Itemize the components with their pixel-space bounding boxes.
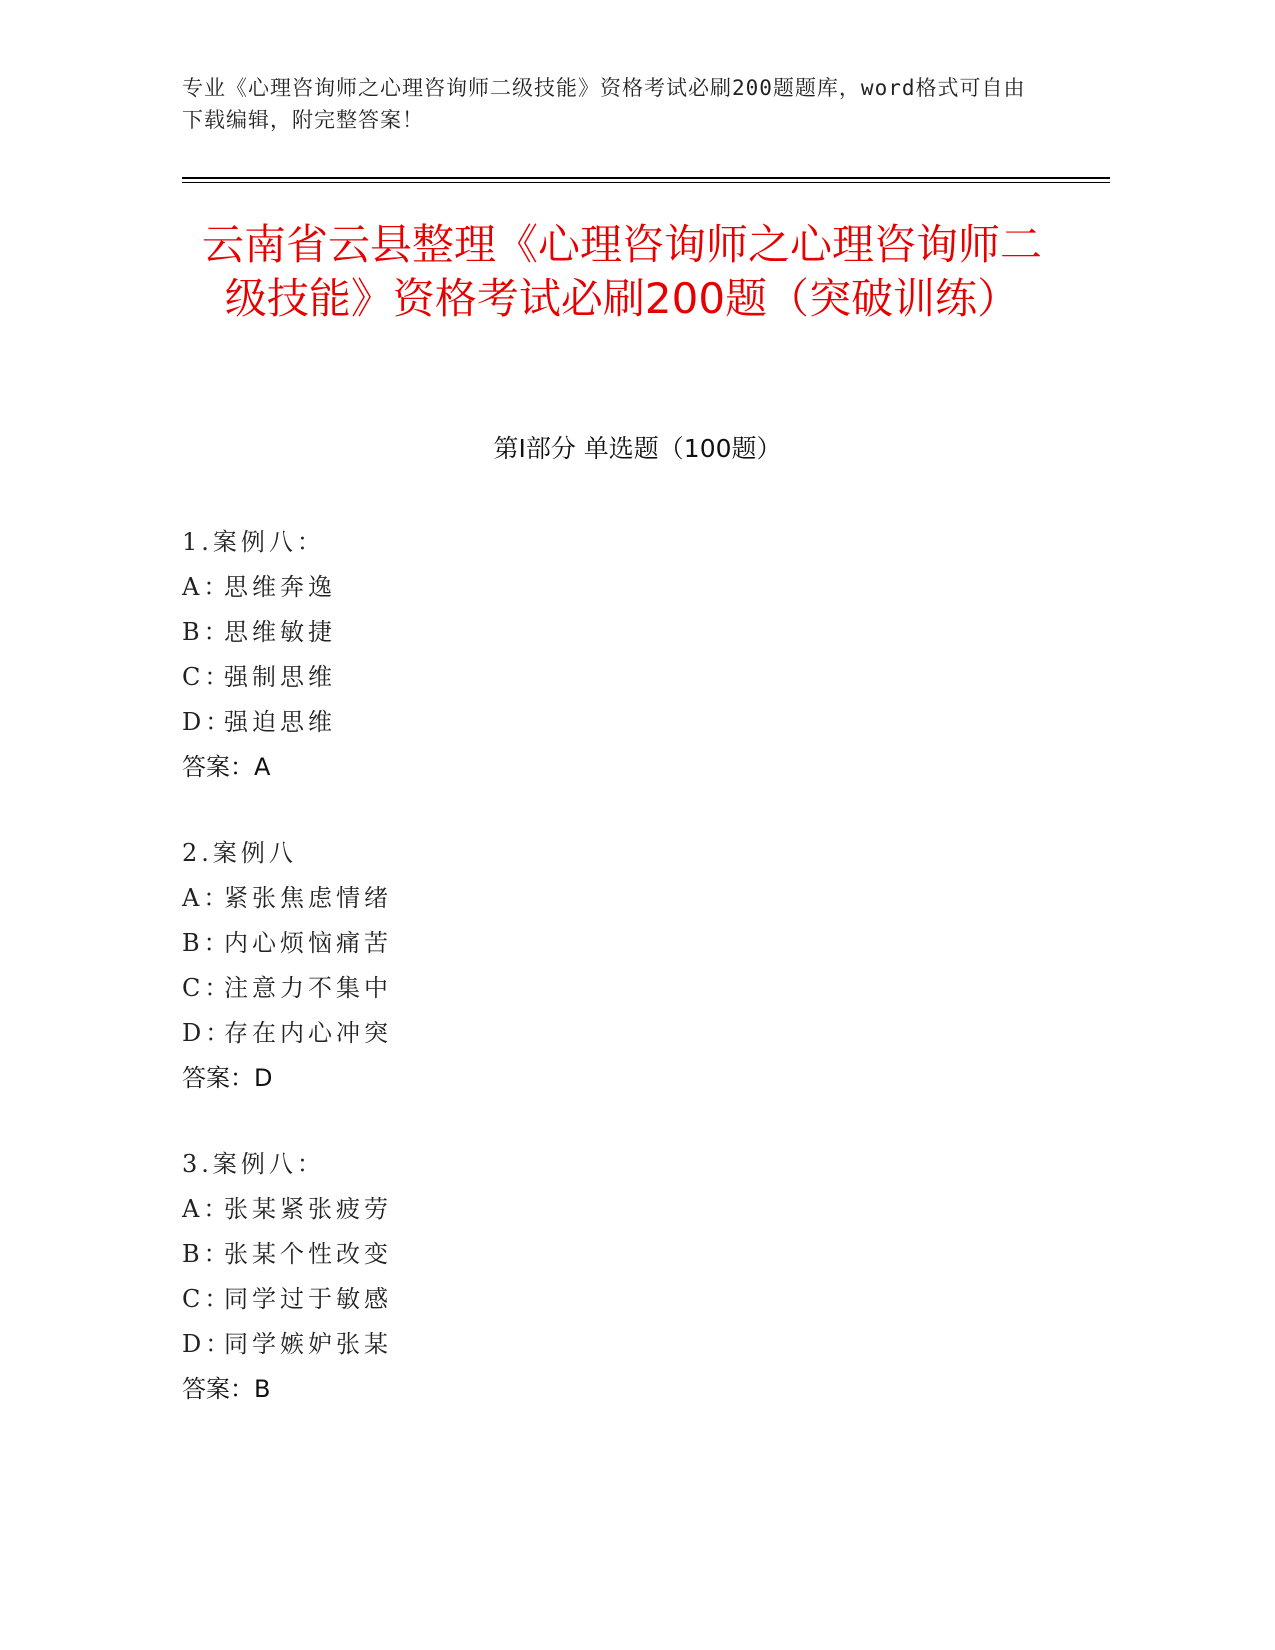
option-key: A： (182, 573, 232, 601)
option-c (182, 1277, 1062, 1322)
question-2 (182, 831, 1062, 1100)
option-text: 存在内心冲突 (224, 1019, 392, 1047)
option-a (182, 565, 1062, 610)
option-b (182, 1232, 1062, 1277)
answer: 答案：D (182, 1064, 273, 1092)
option-text: 同学过于敏感 (224, 1285, 392, 1313)
option-text: 思维敏捷 (224, 618, 336, 646)
option-d (182, 1011, 1062, 1056)
option-key: B： (182, 618, 232, 646)
option-a (182, 1187, 1062, 1232)
option-text: 强迫思维 (224, 708, 336, 736)
document-title: 云南省云县整理《心理咨询师之心理咨询师二级技能》资格考试必刷200题（突破训练） (201, 220, 1042, 323)
header-divider-thin (182, 182, 1110, 183)
option-text: 注意力不集中 (224, 974, 392, 1002)
option-key: C： (182, 974, 233, 1002)
option-c (182, 655, 1062, 700)
option-key: D： (182, 1330, 234, 1358)
option-text: 思维奔逸 (224, 573, 336, 601)
option-key: B： (182, 929, 232, 957)
question-stem: 3.案例八： (182, 1150, 325, 1178)
option-a (182, 876, 1062, 921)
option-key: A： (182, 884, 232, 912)
option-text: 强制思维 (224, 663, 336, 691)
header-divider-thick (182, 177, 1110, 179)
option-text: 内心烦恼痛苦 (224, 929, 392, 957)
answer: 答案：B (182, 1375, 271, 1403)
header-note: 专业《心理咨询师之心理咨询师二级技能》资格考试必刷200题题库，word格式可自由下载编辑，附完整答案！ (182, 76, 1026, 132)
answer: 答案：A (182, 753, 271, 781)
option-text: 张某紧张疲劳 (224, 1195, 392, 1223)
question-stem: 2.案例八 (182, 839, 297, 867)
option-key: D： (182, 708, 234, 736)
option-key: D： (182, 1019, 234, 1047)
option-key: C： (182, 663, 233, 691)
option-key: A： (182, 1195, 232, 1223)
option-text: 同学嫉妒张某 (224, 1330, 392, 1358)
option-d (182, 1322, 1062, 1367)
option-c (182, 966, 1062, 1011)
question-list (182, 520, 1062, 1453)
question-stem: 1.案例八： (182, 528, 325, 556)
option-b (182, 610, 1062, 655)
option-key: C： (182, 1285, 233, 1313)
question-3 (182, 1142, 1062, 1411)
option-text: 紧张焦虑情绪 (224, 884, 392, 912)
option-d (182, 700, 1062, 745)
option-b (182, 921, 1062, 966)
section-heading: 第Ⅰ部分 单选题（100题） (493, 434, 782, 463)
option-key: B： (182, 1240, 232, 1268)
question-1 (182, 520, 1062, 789)
option-text: 张某个性改变 (224, 1240, 392, 1268)
